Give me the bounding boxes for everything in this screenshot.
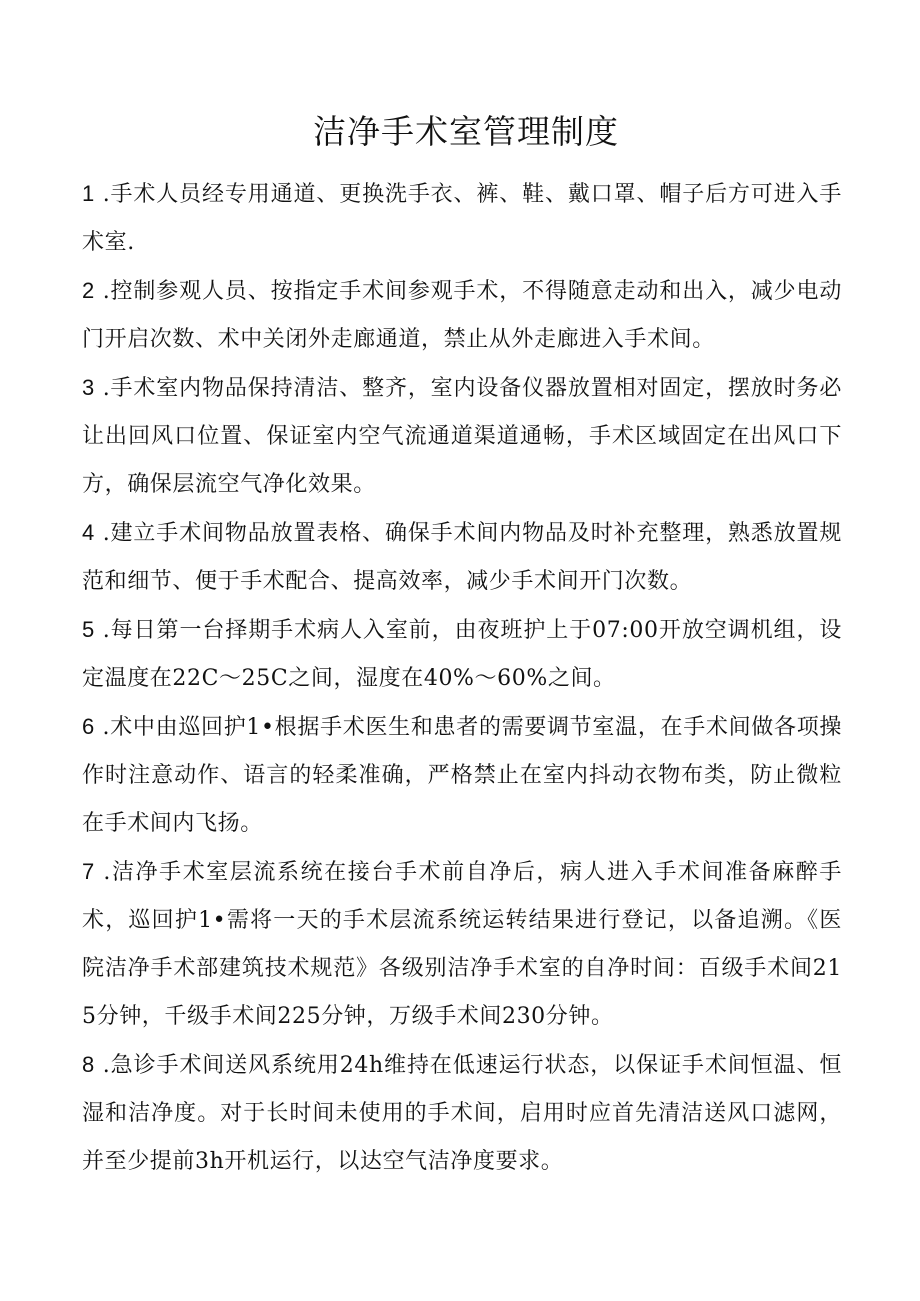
- clause-number: 7: [82, 859, 95, 884]
- clause-text: .手术室内物品保持清洁、整齐，室内设备仪器放置相对固定，摆放时务必让出回风口位置、保证室内空气流通道渠道通畅，手术区域固定在出风口下方，确保层流空气净化效果。: [82, 376, 842, 497]
- clause-text: .每日第一台择期手术病人入室前，由夜班护上于07:00开放空调机组，设定温度在22C～25C之间，湿度在40%～60%之间。: [82, 618, 842, 691]
- clause-text: .急诊手术间送风系统用24h维持在低速运行状态，以保证手术间恒温、恒湿和洁净度。对于长时间未使用的手术间，启用时应首先清洁送风口滤网，并至少提前3h开机运行，以达空气洁净度要求。: [82, 1053, 842, 1174]
- clause-item: [82, 703, 842, 848]
- clause-number: 4: [82, 520, 95, 545]
- clause-text: .建立手术间物品放置表格、确保手术间内物品及时补充整理，熟悉放置规范和细节、便于手术配合、提高效率，减少手术间开门次数。: [82, 521, 842, 594]
- clause-number: 3: [82, 375, 95, 400]
- clause-text: .术中由巡回护1•根据手术医生和患者的需要调节室温，在手术间做各项操作时注意动作、语言的轻柔准确，严格禁止在室内抖动衣物布类，防止微粒在手术间内飞扬。: [82, 715, 842, 836]
- clause-text: .手术人员经专用通道、更换洗手衣、裤、鞋、戴口罩、帽子后方可进入手术室.: [82, 182, 842, 255]
- clause-number: 5: [82, 617, 95, 642]
- clause-item: [82, 606, 842, 703]
- clause-item: [82, 170, 842, 267]
- clause-number: 6: [82, 714, 95, 739]
- clause-item: [82, 1041, 842, 1186]
- clause-item: [82, 364, 842, 509]
- clause-item: [82, 848, 842, 1041]
- clause-text: .控制参观人员、按指定手术间参观手术，不得随意走动和出入，减少电动门开启次数、术中关闭外走廊通道，禁止从外走廊进入手术间。: [82, 279, 842, 352]
- clause-text: .洁净手术室层流系统在接台手术前自净后，病人进入手术间准备麻醉手术，巡回护1•需将一天的手术层流系统运转结果进行登记，以备追溯。《医院洁净手术部建筑技术规范》各级别洁净手术室的自净时间：百级手术间215分钟，千级手术间225分钟，万级手术间230分钟。: [82, 860, 842, 1029]
- document-title: 洁净手术室管理制度: [313, 112, 619, 151]
- clause-item: [82, 267, 842, 364]
- clause-number: 8: [82, 1052, 95, 1077]
- clause-number: 1: [82, 181, 95, 206]
- clause-list: [82, 170, 842, 1186]
- clause-number: 2: [82, 278, 95, 303]
- clause-item: [82, 509, 842, 606]
